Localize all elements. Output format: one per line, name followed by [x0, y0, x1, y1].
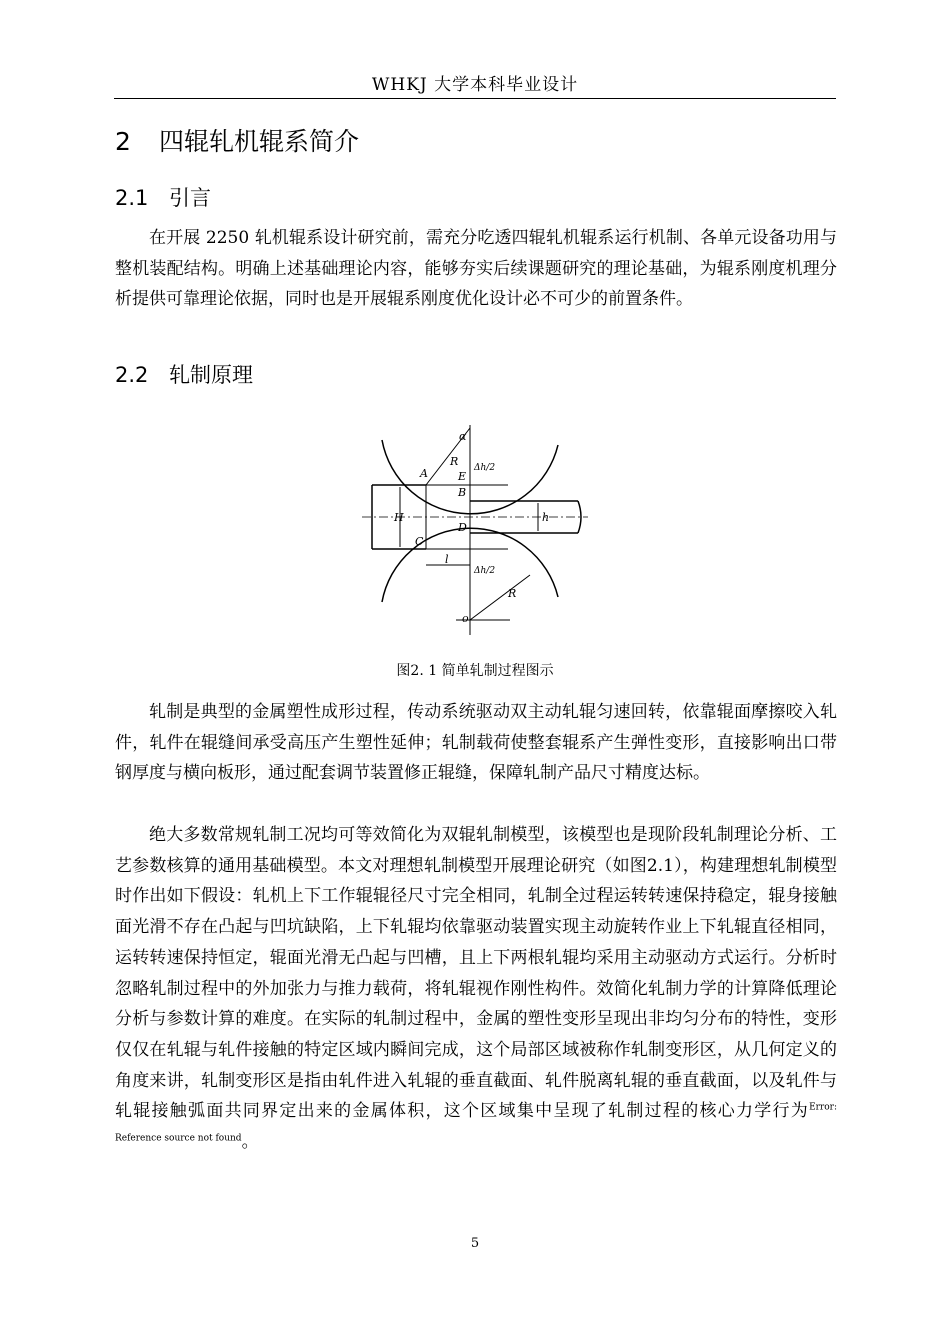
label-dh-top: Δh/2 [474, 463, 496, 473]
lower-radius-line [470, 575, 530, 620]
label-E: E [458, 470, 467, 483]
chapter-title: 四辊轧机辊系简介 [159, 127, 360, 156]
rolling-diagram-svg [360, 425, 592, 640]
paragraph-rolling-1: 轧制是典型的金属塑性成形过程，传动系统驱动双主动轧辊匀速回转，依靠辊面摩擦咬入轧件，轧件在辊缝间承受高压产生塑性延伸；轧制载荷使整套辊系产生弹性变形，直接影响出口带钢厚度与横向板形，通过配套调节装置修正辊缝，保障轧制产品尺寸精度达标。 [115, 702, 837, 784]
label-h: h [542, 511, 550, 524]
label-o: o [462, 612, 469, 625]
chapter-heading [115, 122, 359, 158]
page-number: 5 [470, 1236, 480, 1251]
reference-error: Error: Reference source not found [115, 1102, 837, 1144]
label-l: l [445, 553, 449, 566]
label-A: A [420, 467, 428, 480]
section-heading-rolling [115, 359, 253, 389]
section-number: 2.2 [115, 363, 149, 387]
label-dh-bottom: Δh/2 [474, 566, 496, 576]
paragraph-rolling-2-text: 绝大多数常规轧制工况均可等效简化为双辊轧制模型，该模型也是现阶段轧制理论分析、工艺参数核算的通用基础模型。本文对理想轧制模型开展理论研究（如图2.1），构建理想轧制模型时作出如下假设：轧机上下工作辊辊径尺寸完全相同，轧制全过程运转转速保持稳定，辊身接触面光滑不存在凸起与凹坑缺陷，上下轧辊均依靠驱动装置实现主动旋转作业上下轧辊直径相同，运转转速保持恒定，辊面光滑无凸起与凹槽，且上下两根轧辊均采用主动驱动方式运行。分析时忽略轧制过程中的外加张力与推力载荷，将轧辊视作刚性构件。效简化轧制力学的计算降低理论分析与参数计算的难度。在实际的轧制过程中，金属的塑性变形呈现出非均匀分布的特性，变形仅仅在轧辊与轧件接触的特定区域内瞬间完成，这个局部区域被称作轧制变形区，从几何定义的角度来讲，轧制变形区是指由轧件进入轧辊的垂直截面、轧件脱离轧辊的垂直截面，以及轧件与轧辊接触弧面共同界定出来的金属体积，这个区域集中呈现了轧制过程的核心力学行为 [115, 825, 837, 1122]
label-alpha: α [459, 430, 467, 443]
paragraph-rolling-2 [115, 820, 837, 1158]
paragraph-intro: 在开展 2250 轧机辊系设计研究前，需充分吃透四辊轧机辊系运行机制、各单元设备功用与整机装配结构。明确上述基础理论内容，能够夯实后续课题研究的理论基础，为辊系刚度机理分析提供可靠理论依据，同时也是开展辊系刚度优化设计必不可少的前置条件。 [115, 228, 837, 310]
header-rule [114, 98, 836, 99]
label-C: C [415, 535, 424, 548]
chapter-number: 2 [115, 127, 131, 156]
running-header: WHKJ 大学本科毕业设计 [371, 75, 579, 95]
label-B: B [458, 486, 467, 499]
label-H: H [394, 511, 404, 524]
section-number: 2.1 [115, 186, 149, 210]
rolling-diagram [360, 425, 592, 640]
section-heading-intro [115, 182, 211, 212]
section-title: 轧制原理 [169, 363, 253, 387]
figure-caption: 图2. 1 简单轧制过程图示 [396, 663, 554, 679]
label-R-bottom: R [508, 587, 517, 600]
paragraph-rolling-2-end: 。 [241, 1132, 259, 1153]
section-title: 引言 [169, 186, 211, 210]
label-R-top: R [450, 455, 459, 468]
label-D: D [458, 521, 467, 534]
